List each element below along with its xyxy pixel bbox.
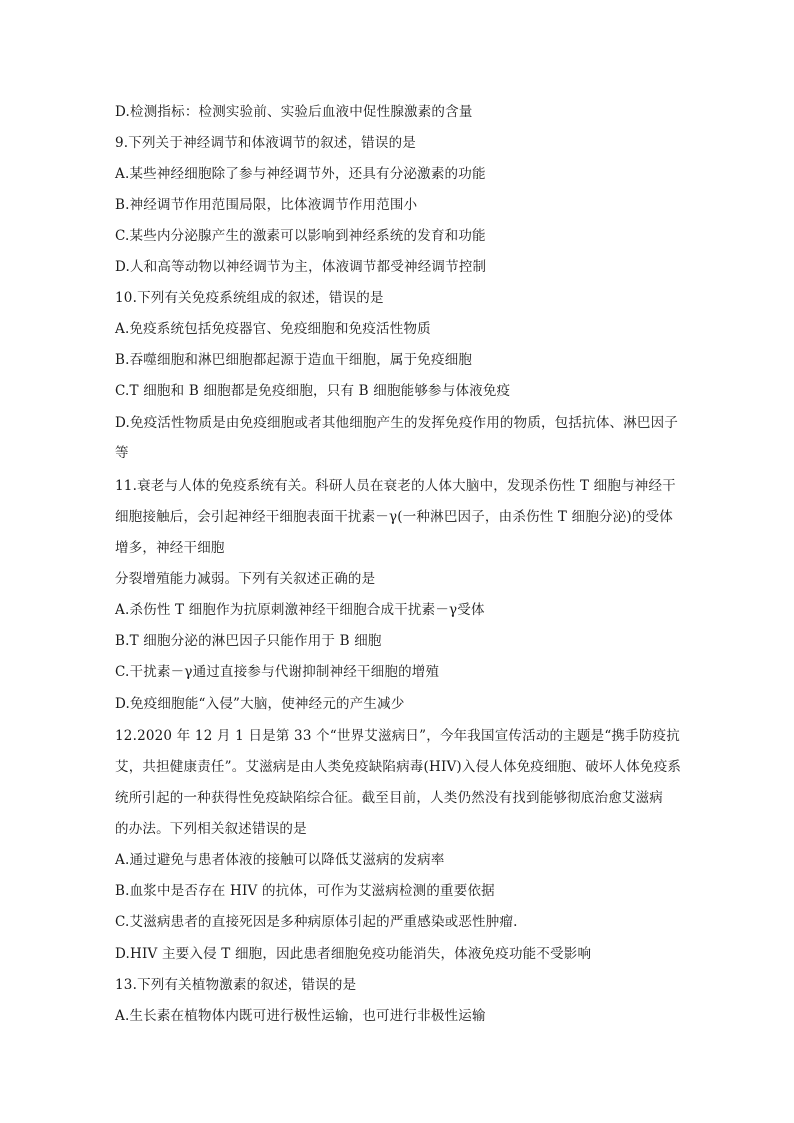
question-10-stem: 10.下列有关免疫系统组成的叙述，错误的是 bbox=[115, 290, 384, 306]
question-11-stem-cont: 细胞接触后，会引起神经干细胞表面干扰素－γ(一种淋巴因子，由杀伤性 T 细胞分泌)的受体 bbox=[115, 509, 673, 525]
question-11-option-d: D.免疫细胞能“入侵”大脑，使神经元的产生减少 bbox=[115, 696, 405, 712]
question-9-option-c: C.某些内分泌腺产生的激素可以影响到神经系统的发育和功能 bbox=[115, 228, 486, 244]
question-12-option-a: A.通过避免与患者体液的接触可以降低艾滋病的发病率 bbox=[115, 852, 445, 868]
question-11-stem: 11.衰老与人体的免疫系统有关。科研人员在衰老的人体大脑中，发现杀伤性 T 细胞与神经干 bbox=[115, 478, 676, 494]
question-13-stem: 13.下列有关植物激素的叙述，错误的是 bbox=[115, 977, 357, 993]
question-9-option-d: D.人和高等动物以神经调节为主，体液调节都受神经调节控制 bbox=[115, 259, 487, 275]
question-12-stem-cont: 的办法。下列相关叙述错误的是 bbox=[115, 821, 307, 837]
question-12-option-b: B.血浆中是否存在 HIV 的抗体，可作为艾滋病检测的重要依据 bbox=[115, 883, 495, 899]
question-10-option-d: D.免疫活性物质是由免疫细胞或者其他细胞产生的发挥免疫作用的物质，包括抗体、淋巴因子 bbox=[115, 415, 679, 431]
question-9-option-b: B.神经调节作用范围局限，比体液调节作用范围小 bbox=[115, 197, 418, 213]
question-12-stem-cont: 统所引起的一种获得性免疫缺陷综合征。截至目前，人类仍然没有找到能够彻底治愈艾滋病 bbox=[115, 790, 663, 806]
question-9-option-a: A.某些神经细胞除了参与神经调节外，还具有分泌激素的功能 bbox=[115, 166, 486, 182]
question-12-option-c: C.艾滋病患者的直接死因是多种病原体引起的严重感染或恶性肿瘤. bbox=[115, 914, 518, 930]
question-12-stem: 12.2020 年 12 月 1 日是第 33 个“世界艾滋病日”，今年我国宣传活动的主题是“携手防疫抗 bbox=[115, 728, 680, 744]
question-11-stem-cont: 分裂增殖能力减弱。下列有关叙述正确的是 bbox=[115, 571, 376, 587]
question-10-option-a: A.免疫系统包括免疫器官、免疫细胞和免疫活性物质 bbox=[115, 321, 431, 337]
question-10-option-c: C.T 细胞和 B 细胞都是免疫细胞，只有 B 细胞能够参与体液免疫 bbox=[115, 383, 511, 399]
question-11-option-b: B.T 细胞分泌的淋巴因子只能作用于 B 细胞 bbox=[115, 633, 382, 649]
question-13-option-a: A.生长素在植物体内既可进行极性运输，也可进行非极性运输 bbox=[115, 1008, 486, 1024]
question-11-option-a: A.杀伤性 T 细胞作为抗原刺激神经干细胞合成干扰素－γ受体 bbox=[115, 602, 485, 618]
question-11-option-c: C.干扰素－γ通过直接参与代谢抑制神经干细胞的增殖 bbox=[115, 664, 440, 680]
question-9-stem: 9.下列关于神经调节和体液调节的叙述，错误的是 bbox=[115, 135, 416, 151]
question-10-option-b: B.吞噬细胞和淋巴细胞都起源于造血干细胞，属于免疫细胞 bbox=[115, 352, 473, 368]
question-11-stem-cont: 增多，神经干细胞 bbox=[115, 540, 225, 556]
question-12-option-d: D.HIV 主要入侵 T 细胞，因此患者细胞免疫功能消失，体液免疫功能不受影响 bbox=[115, 946, 592, 962]
question-12-stem-cont: 艾，共担健康责任”。艾滋病是由人类免疫缺陷病毒(HIV)入侵人体免疫细胞、破坏人体免疫系 bbox=[115, 759, 682, 775]
text-line: D.检测指标：检测实验前、实验后血液中促性腺激素的含量 bbox=[115, 104, 473, 120]
question-10-option-d-cont: 等 bbox=[115, 445, 129, 461]
